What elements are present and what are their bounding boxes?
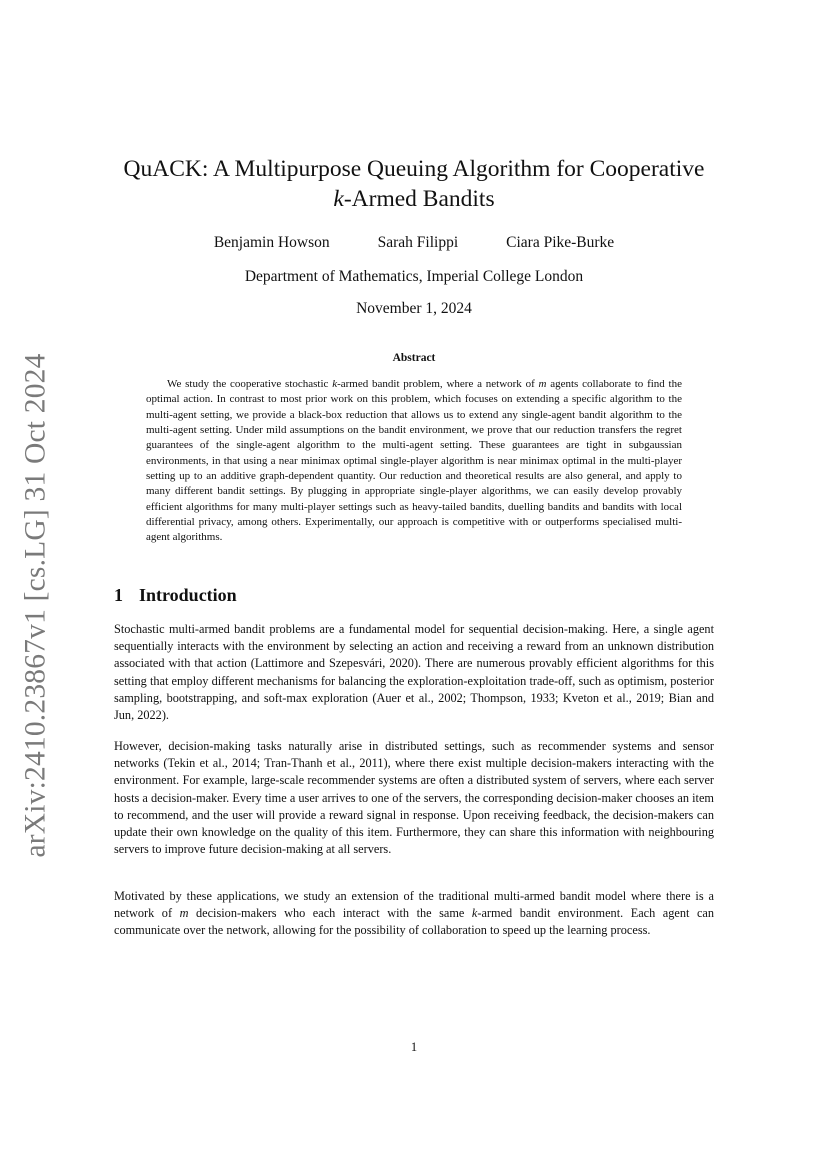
affiliation: Department of Mathematics, Imperial College London bbox=[244, 268, 584, 285]
body-paragraph bbox=[114, 888, 714, 940]
title-line-2: -Armed Bandits bbox=[343, 186, 495, 212]
arxiv-identifier-text: arXiv:2410.23867v1 [cs.LG] 31 Oct 2024 bbox=[19, 352, 52, 858]
publication-date: November 1, 2024 bbox=[356, 300, 472, 317]
body-paragraph: Stochastic multi-armed bandit problems are a fundamental model for sequential decision-making. Here, a single agent sequentially interacts with the environment by selecting an action and receiving a reward from an unknown distribution associated with that action (Lattimore and Szepesvári, 2020). There are numerous provably efficient algorithms for this setting that employ different mechanisms for balancing the exploration-exploitation trade-off, such as optimism, posterior sampling, bootstrapping, and soft-max exploration (Auer et al., 2002; Thompson, 1933; Kveton et al., 2019; Bian and Jun, 2022). bbox=[114, 622, 714, 723]
page-number: 1 bbox=[410, 1040, 418, 1054]
abstract-text: We study the cooperative stochastic bbox=[167, 378, 333, 390]
author-name: Benjamin Howson bbox=[213, 234, 330, 251]
title-variable-k: k bbox=[333, 186, 344, 212]
body-paragraph: However, decision-making tasks naturally arise in distributed settings, such as recommender systems and sensor networks (Tekin et al., 2014; Tran-Thanh et al., 2011), where there exist multiple decision-makers interacting with the environment. For example, large-scale recommender systems are often a distributed system of servers, where each server hosts a decision-maker. Every time a user arrives to one of the servers, the corresponding decision-maker chooses an item to recommend, and the user will provide a reward signal in response. Upon receiving feedback, the decision-makers can update their own knowledge on the quality of this item. Furthermore, they can share this information with neighbouring servers to improve future decision-making at all servers. bbox=[114, 739, 714, 857]
math-k: k bbox=[471, 906, 478, 921]
author-name: Ciara Pike-Burke bbox=[506, 234, 615, 251]
paragraph-text: decision-makers who each interact with the same bbox=[188, 906, 472, 921]
abstract-body bbox=[146, 377, 682, 546]
math-k: k bbox=[332, 378, 338, 390]
section-number: 1 bbox=[114, 585, 123, 605]
abstract-heading: Abstract bbox=[392, 352, 436, 364]
arxiv-identifier-stamp bbox=[18, 352, 54, 858]
title-line-1: QuACK: A Multipurpose Queuing Algorithm for Cooperative bbox=[123, 156, 705, 182]
abstract-text: -armed bandit problem, where a network of bbox=[337, 378, 539, 390]
author-list bbox=[0, 234, 828, 252]
section-heading-introduction bbox=[114, 585, 237, 606]
paragraph-text: -armed bandit environment. Each agent can communicate over the network, allowing for the possibility of collaboration to speed up the learning process. bbox=[114, 906, 715, 938]
math-m: m bbox=[179, 906, 189, 921]
paper-title bbox=[100, 154, 728, 214]
abstract-text: agents collaborate to find the optimal action. In contrast to most prior work on this problem, which focuses on extending a specific algorithm to the multi-agent setting, we provide a black-box reduction that allows us to extend any single-agent bandit algorithm to the multi-agent setting. Under mild assumptions on the bandit environment, we prove that our reduction transfers the regret guarantees of the single-agent algorithm to the multi-agent setting. These guarantees are tight in subgaussian environments, in that using a near minimax optimal single-player algorithm is near minimax optimal in the multi-player setting up to an additive graph-dependent quantity. Our reduction and theoretical results are also general, and apply to many different bandit settings. By plugging in appropriate single-player algorithms, we can easily develop provably efficient algorithms for many multi-player settings such as heavy-tailed bandits, duelling bandits and bandits with local differential privacy, among others. Experimentally, our approach is competitive with or outperforms specialised multi-agent algorithms. bbox=[146, 378, 683, 544]
section-title: Introduction bbox=[139, 585, 237, 605]
author-name: Sarah Filippi bbox=[377, 234, 459, 251]
math-m: m bbox=[538, 378, 547, 390]
paragraph-text: Motivated by these applications, we study an extension of the traditional multi-armed bandit model where there is a network of bbox=[114, 889, 714, 921]
